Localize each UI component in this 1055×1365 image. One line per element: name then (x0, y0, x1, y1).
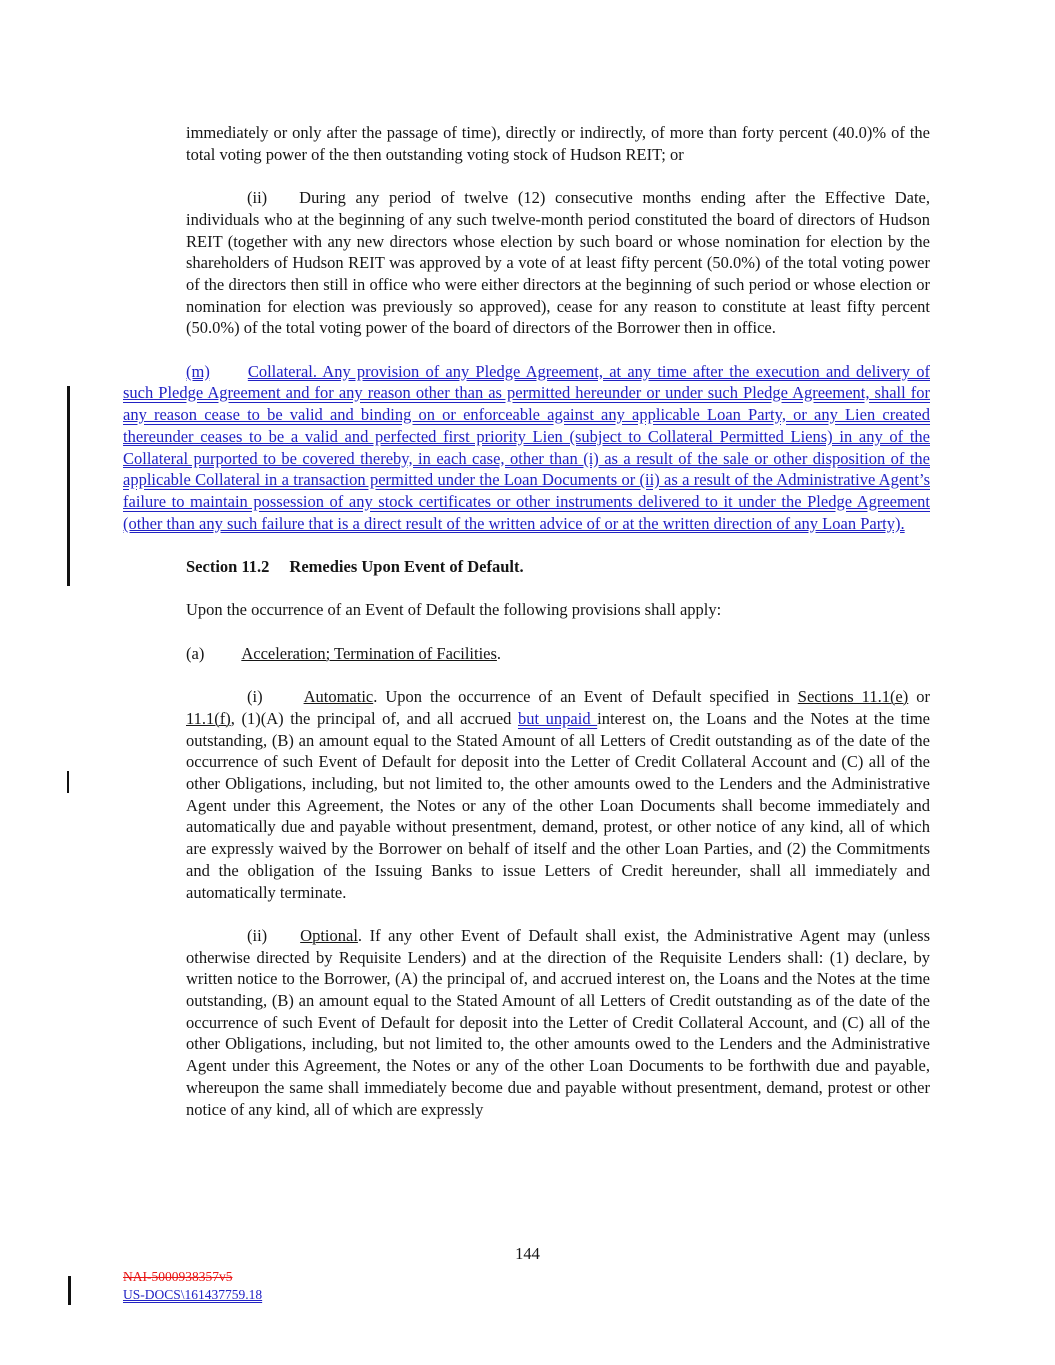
clause-m-collateral-insertion (123, 361, 930, 535)
text-segment-plain: . (496, 643, 502, 663)
change-bar-clause-i-line (67, 771, 69, 793)
text-segment-plain: Remedies Upon Event of Default. (289, 557, 524, 577)
doc-id-deleted (123, 1268, 262, 1286)
text-segment-ins: Collateral. Any provision of any Pledge Agreement, at any time after the execution and delivery of such Pledge Agreement and for any reason other than as permitted hereunder or under such Pledge Agreement, shall for any reason cease to be valid and binding on or enforceable against any applicable Loan Party, or any Lien created thereunder ceases to be a valid and perfected first priority Lien (subject to Collateral Permitted Liens) in any of the Collateral purported to be covered thereby, in each case, other than (i) as a result of the sale or other disposition of the applicable Collateral in a transaction permitted under the Loan Documents or (ii) as a result of the Administrative Agent’s failure to maintain possession of any stock certificates or other instruments delivered to it under the Pledge Agreement (other than any such failure that is a direct result of the written advice of or at the written direction of any Loan Party). (123, 361, 930, 533)
page-number: 144 (515, 1244, 540, 1263)
text-segment-plain: or (908, 687, 930, 707)
section-11-2-heading (186, 556, 930, 578)
clause-a-heading (186, 643, 930, 665)
change-bar-clause-m (67, 386, 70, 586)
text-segment-del: NAI-5000938357v5 (123, 1269, 233, 1284)
text-segment-plain: , (1)(A) the principal of, and all accrued (230, 708, 518, 728)
text-segment-plain: (ii) (247, 188, 268, 208)
text-segment-ins: (m) (186, 361, 210, 381)
text-segment-plain: (a) (186, 643, 205, 663)
text-segment-u: Automatic (303, 687, 374, 707)
text-segment-ins: US-DOCS\161437759.18 (123, 1287, 263, 1302)
text-segment-plain: interest on, the Loans and the Notes at the time outstanding, (B) an amount equal to the Stated Amount of all Letters of Credit outstanding as of the date of the occurrence of such Event of Default for deposit into the Letter of Credit Collateral Account and (C) all of the other Obligations, including, but not limited to, the other amounts owed to the Lenders and the Administrative Agent under this Agreement, the Notes or any of the other Loan Documents shall become immediately and automatically due and payable without presentment, demand, protest, or other notice of any kind, all of which are expressly waived by the Borrower on behalf of itself and the other Loan Parties, and (2) the Commitments and the obligation of the Issuing Banks to issue Letters of Credit hereunder, shall all immediately and automatically terminate. (186, 708, 930, 902)
change-bar-footer (68, 1276, 71, 1305)
document-body (123, 122, 930, 1120)
text-segment-plain: . If any other Event of Default shall exist, the Administrative Agent may (unless otherwise directed by Requisite Lenders) and at the direction of the Requisite Lenders shall: (1) declare, by written notice to the Borrower, (A) the principal of, and accrued interest on, the Loans and the Notes at the time outstanding, (B) an amount equal to the Stated Amount of all Letters of Credit outstanding as of the date of the occurrence of such Event of Default for deposit into the Letter of Credit Collateral Account, and (C) all of the other Obligations, including, but not limited to, the other amounts owed to the Lenders and the Administrative Agent under this Agreement, the Notes or any of the other Loan Documents to be forthwith due and payable, whereupon the same shall immediately become due and payable without presentment, demand, protest or other notice of any kind, all of which are expressly (186, 925, 930, 1119)
text-segment-u: Acceleration; Termination of Facilities (241, 643, 497, 663)
text-segment-ins: but unpaid (518, 708, 598, 728)
text-segment-plain: Upon the occurrence of an Event of Default the following provisions shall apply: (186, 600, 722, 620)
footer-doc-ids (123, 1268, 262, 1304)
text-segment-plain: (i) (247, 687, 263, 707)
para-event-default-intro (186, 599, 930, 621)
text-segment-plain: . Upon the occurrence of an Event of Default specified in (373, 687, 798, 707)
doc-id-inserted (123, 1286, 262, 1304)
clause-i-automatic (186, 686, 930, 903)
text-segment-u: Optional (300, 925, 358, 945)
clause-ii-optional (186, 925, 930, 1120)
text-segment-plain: immediately or only after the passage of time), directly or indirectly, of more than forty percent (40.0)% of the total voting power of the then outstanding voting stock of Hudson REIT; or (186, 123, 930, 164)
text-segment-plain: (ii) (247, 925, 268, 945)
text-segment-u: Sections 11.1(e) (797, 687, 909, 707)
text-segment-plain: Section 11.2 (186, 557, 270, 577)
clause-ii-board-of-directors (186, 187, 930, 339)
text-segment-u: 11.1(f) (186, 708, 231, 728)
text-segment-plain: During any period of twelve (12) consecutive months ending after the Effective Date, individuals who at the beginning of any such twelve-month period constituted the board of directors of Hudson REIT (together with any new directors whose election by such board or whose nomination for election by the shareholders of Hudson REIT was approved by a vote of at least fifty percent (50.0%) of the total voting power of the directors then still in office who were either directors at the beginning of such period or whose election or nomination for election was previously so approved), cease for any reason to constitute at least fifty percent (50.0%) of the total voting power of the board of directors of the Borrower then in office. (186, 188, 930, 338)
para-intro-continuation (186, 122, 930, 165)
